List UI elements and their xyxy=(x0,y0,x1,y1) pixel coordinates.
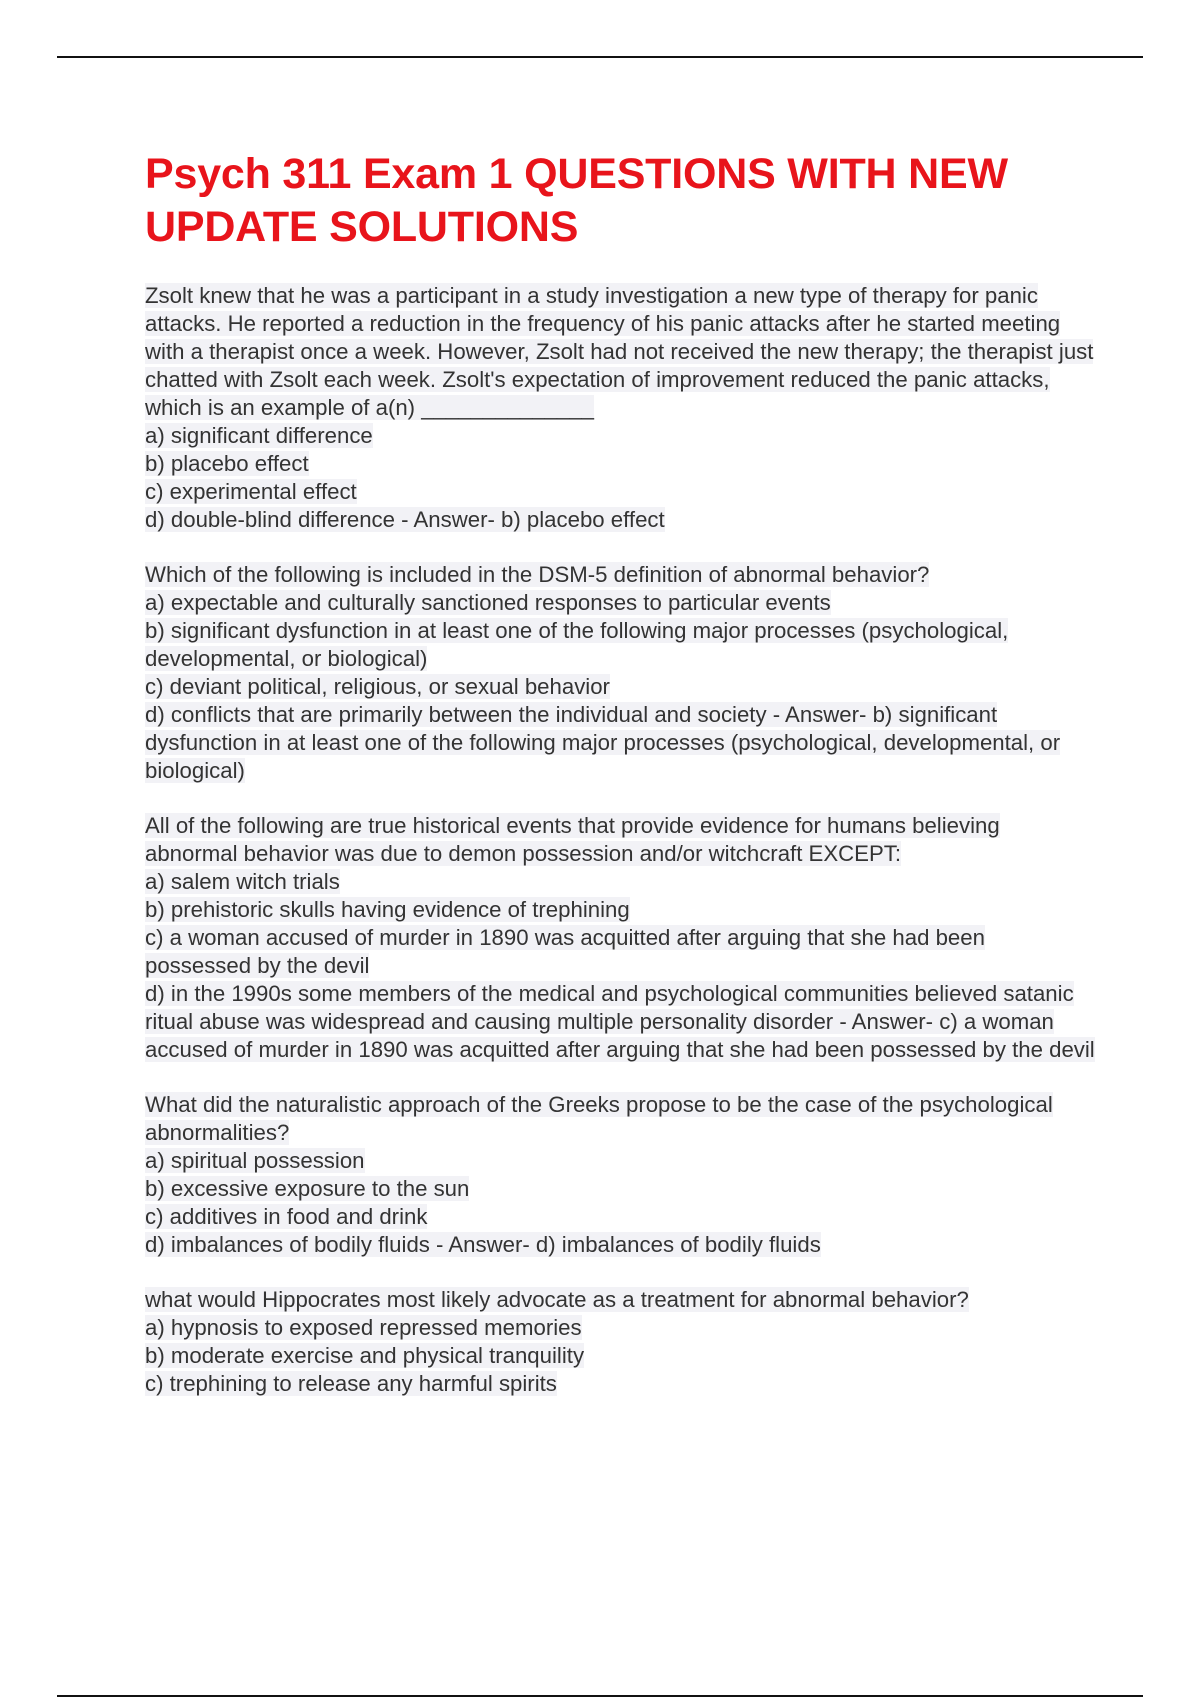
answer-option-text: c) trephining to release any harmful spirits xyxy=(145,1371,557,1396)
question-text xyxy=(145,282,1095,422)
answer-option xyxy=(145,617,1095,673)
answer-option xyxy=(145,1314,1095,1342)
answer-option-text: a) expectable and culturally sanctioned responses to particular events xyxy=(145,590,831,615)
answer-option xyxy=(145,1342,1095,1370)
answer-option xyxy=(145,1147,1095,1175)
answer-option-text: a) hypnosis to exposed repressed memories xyxy=(145,1315,582,1340)
answer-option xyxy=(145,450,1095,478)
answer-option-text: d) in the 1990s some members of the medical and psychological communities believed satanic ritual abuse was widespread and causing multiple personality disorder - Answer- c) a woman accused of murder in 1890 was acquitted after arguing that she had been possessed by the devil xyxy=(145,981,1095,1062)
question-text xyxy=(145,1286,1095,1314)
answer-option-text: d) double-blind difference - Answer- b) placebo effect xyxy=(145,507,665,532)
question-text-line: What did the naturalistic approach of the Greeks propose to be the case of the psychological abnormalities? xyxy=(145,1092,1053,1145)
question-text-line: Zsolt knew that he was a participant in a study investigation a new type of therapy for panic attacks. He reported a reduction in the frequency of his panic attacks after he started meeting with a therapist once a week. However, Zsolt had not received the new therapy; the therapist just chatted with Zsolt each week. Zsolt's expectation of improvement reduced the panic attacks, which is an example of a(n) ______________ xyxy=(145,283,1094,420)
answer-option xyxy=(145,478,1095,506)
footer-rule xyxy=(57,1695,1143,1697)
answer-option-text: a) salem witch trials xyxy=(145,869,340,894)
question-block xyxy=(145,812,1095,1064)
answer-option xyxy=(145,1231,1095,1259)
answer-option xyxy=(145,673,1095,701)
question-text xyxy=(145,812,1095,868)
document-page xyxy=(145,148,1095,1425)
answer-option xyxy=(145,924,1095,980)
answer-option-text: b) moderate exercise and physical tranquility xyxy=(145,1343,585,1368)
answer-option-text: c) additives in food and drink xyxy=(145,1204,428,1229)
answer-option-text: c) deviant political, religious, or sexual behavior xyxy=(145,674,610,699)
question-block xyxy=(145,1286,1095,1398)
question-list xyxy=(145,282,1095,1398)
question-block xyxy=(145,282,1095,534)
question-text xyxy=(145,1091,1095,1147)
answer-option xyxy=(145,701,1095,785)
answer-option xyxy=(145,422,1095,450)
question-text-line: what would Hippocrates most likely advocate as a treatment for abnormal behavior? xyxy=(145,1287,969,1312)
answer-option-text: a) spiritual possession xyxy=(145,1148,365,1173)
question-block xyxy=(145,561,1095,785)
answer-option xyxy=(145,1203,1095,1231)
question-text-line: All of the following are true historical events that provide evidence for humans believing abnormal behavior was due to demon possession and/or witchcraft EXCEPT: xyxy=(145,813,1000,866)
question-block xyxy=(145,1091,1095,1259)
answer-option xyxy=(145,980,1095,1064)
answer-option-text: b) excessive exposure to the sun xyxy=(145,1176,470,1201)
answer-option xyxy=(145,1175,1095,1203)
answer-option-text: a) significant difference xyxy=(145,423,373,448)
answer-option-text: b) prehistoric skulls having evidence of trephining xyxy=(145,897,630,922)
answer-option xyxy=(145,1370,1095,1398)
answer-option-text: b) placebo effect xyxy=(145,451,309,476)
answer-option-text: c) experimental effect xyxy=(145,479,357,504)
answer-option xyxy=(145,896,1095,924)
answer-option-text: c) a woman accused of murder in 1890 was acquitted after arguing that she had been possessed by the devil xyxy=(145,925,985,978)
answer-option xyxy=(145,589,1095,617)
answer-option-text: d) imbalances of bodily fluids - Answer- d) imbalances of bodily fluids xyxy=(145,1232,821,1257)
answer-option-text: b) significant dysfunction in at least one of the following major processes (psychological, developmental, or biological) xyxy=(145,618,1009,671)
answer-option-text: d) conflicts that are primarily between the individual and society - Answer- b) significant dysfunction in at least one of the following major processes (psychological, developmental, or biological) xyxy=(145,702,1061,783)
header-rule xyxy=(57,56,1143,58)
document-title: Psych 311 Exam 1 QUESTIONS WITH NEW UPDATE SOLUTIONS xyxy=(145,150,1008,251)
answer-option xyxy=(145,506,1095,534)
question-text xyxy=(145,561,1095,589)
question-text-line: Which of the following is included in the DSM-5 definition of abnormal behavior? xyxy=(145,562,930,587)
answer-option xyxy=(145,868,1095,896)
